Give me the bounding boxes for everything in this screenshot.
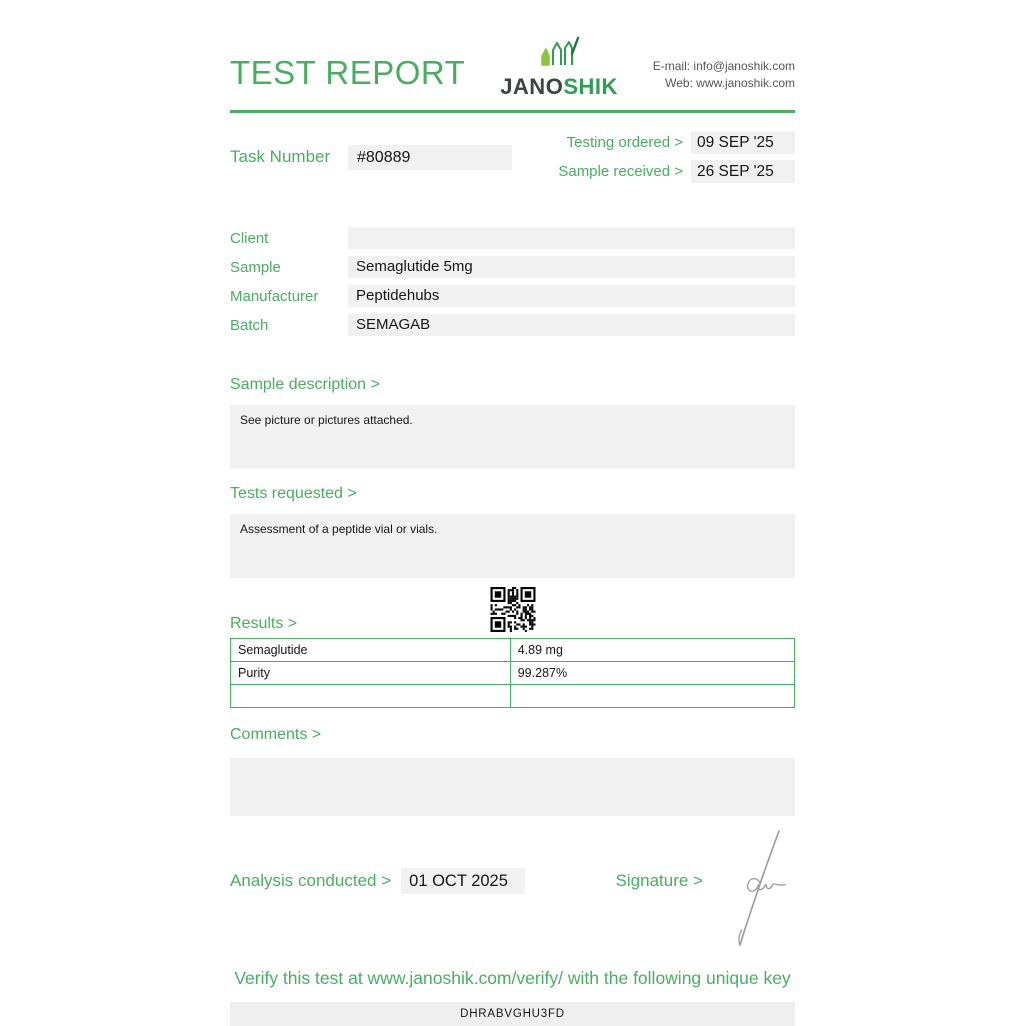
comments-box [230, 758, 795, 816]
result-value: 99.287% [510, 662, 794, 685]
table-row [231, 662, 795, 685]
sample-description-heading: Sample description > [230, 376, 380, 393]
logo-shik: SHIK [563, 74, 618, 99]
contact-info [653, 58, 795, 110]
client-row [230, 227, 795, 249]
unique-key-value: DHRABVGHU3FD [230, 1002, 795, 1026]
results-band [230, 590, 795, 638]
manufacturer-value: Peptidehubs [348, 285, 795, 307]
result-name [231, 685, 511, 708]
task-number-value: #80889 [348, 145, 512, 170]
page-title: TEST REPORT [230, 54, 466, 91]
growth-chart-icon [537, 36, 581, 73]
comments-heading: Comments > [230, 726, 322, 743]
batch-row [230, 314, 795, 336]
header [230, 0, 795, 113]
logo-wordmark [500, 74, 618, 100]
result-value: 4.89 mg [510, 639, 794, 662]
signature-scribble [715, 826, 793, 953]
signature-label: Signature > [615, 871, 703, 890]
testing-ordered-label: Testing ordered > [566, 134, 683, 151]
batch-value: SEMAGAB [348, 314, 795, 336]
result-name: Purity [231, 662, 511, 685]
results-heading: Results > [230, 615, 298, 632]
sample-received-row [558, 160, 795, 183]
manufacturer-row [230, 285, 795, 307]
client-label: Client [230, 229, 269, 247]
contact-web: Web: www.janoshik.com [665, 76, 795, 90]
result-value [510, 685, 794, 708]
task-number-row [230, 131, 512, 183]
table-row [231, 639, 795, 662]
tests-requested-box: Assessment of a peptide vial or vials. [230, 514, 795, 578]
sample-description-box: See picture or pictures attached. [230, 405, 795, 469]
analysis-conducted-label: Analysis conducted > [230, 871, 392, 890]
testing-ordered-row [558, 131, 795, 154]
analysis-date-value: 01 OCT 2025 [401, 868, 525, 894]
testing-ordered-value: 09 SEP '25 [691, 131, 795, 154]
sample-label: Sample [230, 258, 281, 276]
task-number-label: Task Number [230, 147, 331, 166]
client-value [348, 227, 795, 249]
batch-label: Batch [230, 316, 269, 334]
sample-received-value: 26 SEP '25 [691, 160, 795, 183]
sample-row [230, 256, 795, 278]
task-section [230, 131, 795, 183]
analysis-signature-row [230, 868, 795, 894]
result-name: Semaglutide [231, 639, 511, 662]
test-report-page [230, 0, 795, 1026]
table-row [231, 685, 795, 708]
info-section [230, 227, 795, 336]
tests-requested-heading: Tests requested > [230, 485, 357, 502]
results-table [230, 638, 795, 708]
manufacturer-label: Manufacturer [230, 287, 319, 305]
qr-code [490, 587, 535, 632]
sample-value: Semaglutide 5mg [348, 256, 795, 278]
dates-block [558, 131, 795, 183]
janoshik-logo [500, 36, 618, 110]
contact-email: E-mail: info@janoshik.com [652, 59, 795, 73]
logo-jano: JANO [500, 74, 564, 99]
sample-received-label: Sample received > [558, 163, 683, 180]
verify-instruction: Verify this test at www.janoshik.com/verify/ with the following unique key [234, 968, 791, 988]
